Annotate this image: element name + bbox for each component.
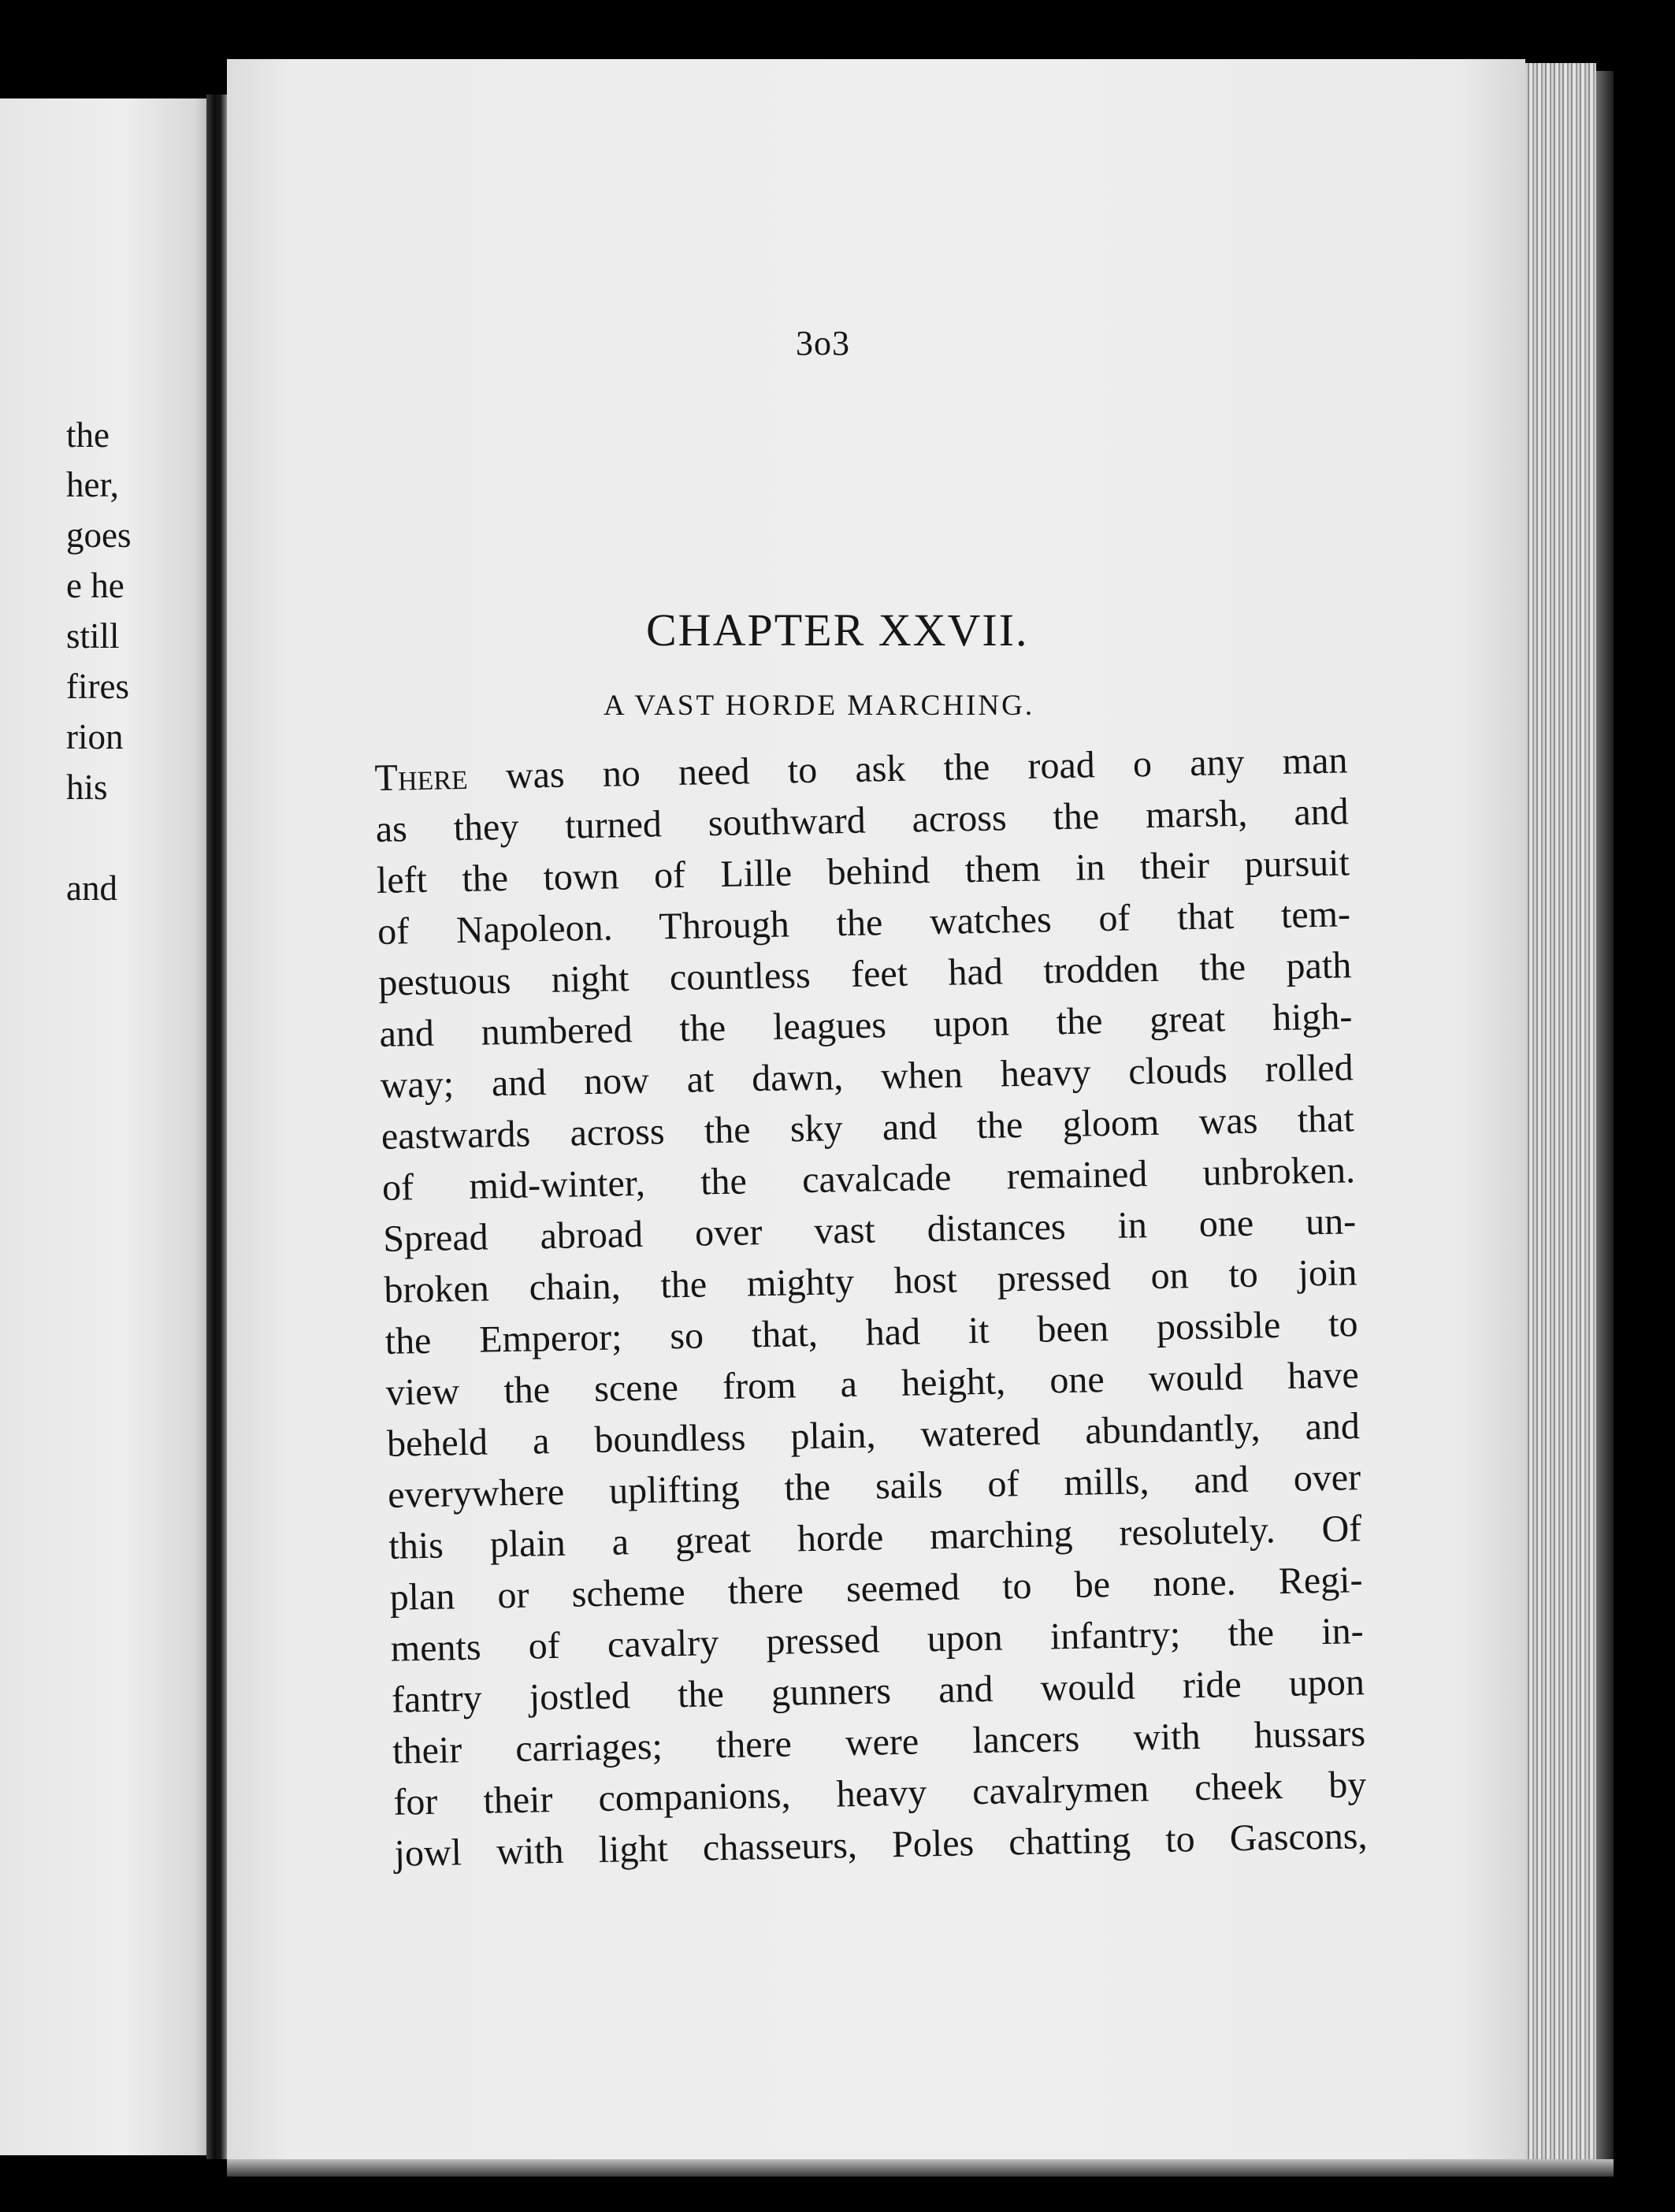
text-line: of Napoleon. Through the watches of that tem-	[377, 893, 1351, 953]
text-line: this plain a great horde marching resolutely. Of	[388, 1508, 1362, 1567]
text-line: fantry jostled the gunners and would ride upon	[391, 1661, 1365, 1721]
text-line: their carriages; there were lancers with hussars	[392, 1712, 1366, 1772]
text-line: plan or scheme there seemed to be none. Regi-	[389, 1559, 1363, 1619]
facing-page-fragment: the	[66, 415, 110, 455]
page-edges-shadow	[1596, 71, 1614, 2175]
page-number: 3o3	[796, 324, 850, 362]
text-line: for their companions, heavy cavalrymen cheek by	[392, 1764, 1367, 1824]
book-gutter	[206, 95, 227, 2159]
facing-page	[0, 99, 206, 2155]
facing-page-fragment: fires	[66, 667, 129, 706]
facing-page-text	[0, 99, 132, 2155]
opening-word: There	[374, 755, 469, 799]
page-bottom-edge	[227, 2159, 1614, 2177]
text-line: broken chain, the mighty host pressed on to join	[384, 1251, 1357, 1311]
facing-page-fragment: rion	[66, 717, 124, 757]
facing-page-fragment: her,	[66, 465, 119, 504]
text-line: Spread abroad over vast distances in one un-	[382, 1200, 1357, 1260]
facing-page-fragment: still	[66, 616, 120, 656]
text-line: view the scene from a height, one would have	[385, 1354, 1360, 1414]
text-line: beheld a boundless plain, watered abundantly, and	[386, 1405, 1361, 1465]
page-edges	[1525, 63, 1596, 2175]
text-line: jowl with light chasseurs, Poles chatting to Gascons,	[394, 1815, 1368, 1875]
text-line: ments of cavalry pressed upon infantry; the in-	[390, 1610, 1365, 1670]
facing-page-fragment: his	[66, 768, 108, 807]
text-line: and numbered the leagues upon the great high-	[379, 995, 1353, 1055]
text-line: of mid-winter, the cavalcade remained unbroken.	[381, 1149, 1356, 1209]
text-line: the Emperor; so that, had it been possible to	[384, 1303, 1358, 1363]
facing-page-fragment: e he	[66, 566, 124, 605]
facing-page-fragment: goes	[66, 515, 132, 555]
text-line: everywhere uplifting the sails of mills, and over	[387, 1456, 1361, 1516]
text-line: pestuous night countless feet had trodden the path	[377, 944, 1352, 1004]
text-line: left the town of Lille behind them in their pursuit	[376, 842, 1350, 902]
chapter-subtitle: A VAST HORDE MARCHING.	[604, 690, 1035, 722]
text-line: eastwards across the sky and the gloom was that	[381, 1098, 1355, 1158]
text-line: as they turned southward across the marsh, and	[375, 790, 1350, 850]
body-text	[374, 734, 1368, 1879]
text-line-rest: was no need to ask the road o any man	[467, 739, 1348, 797]
facing-page-fragment: and	[66, 868, 117, 908]
text-line: way; and now at dawn, when heavy clouds rolled	[380, 1047, 1354, 1106]
chapter-title: CHAPTER XXVII.	[646, 604, 1029, 656]
